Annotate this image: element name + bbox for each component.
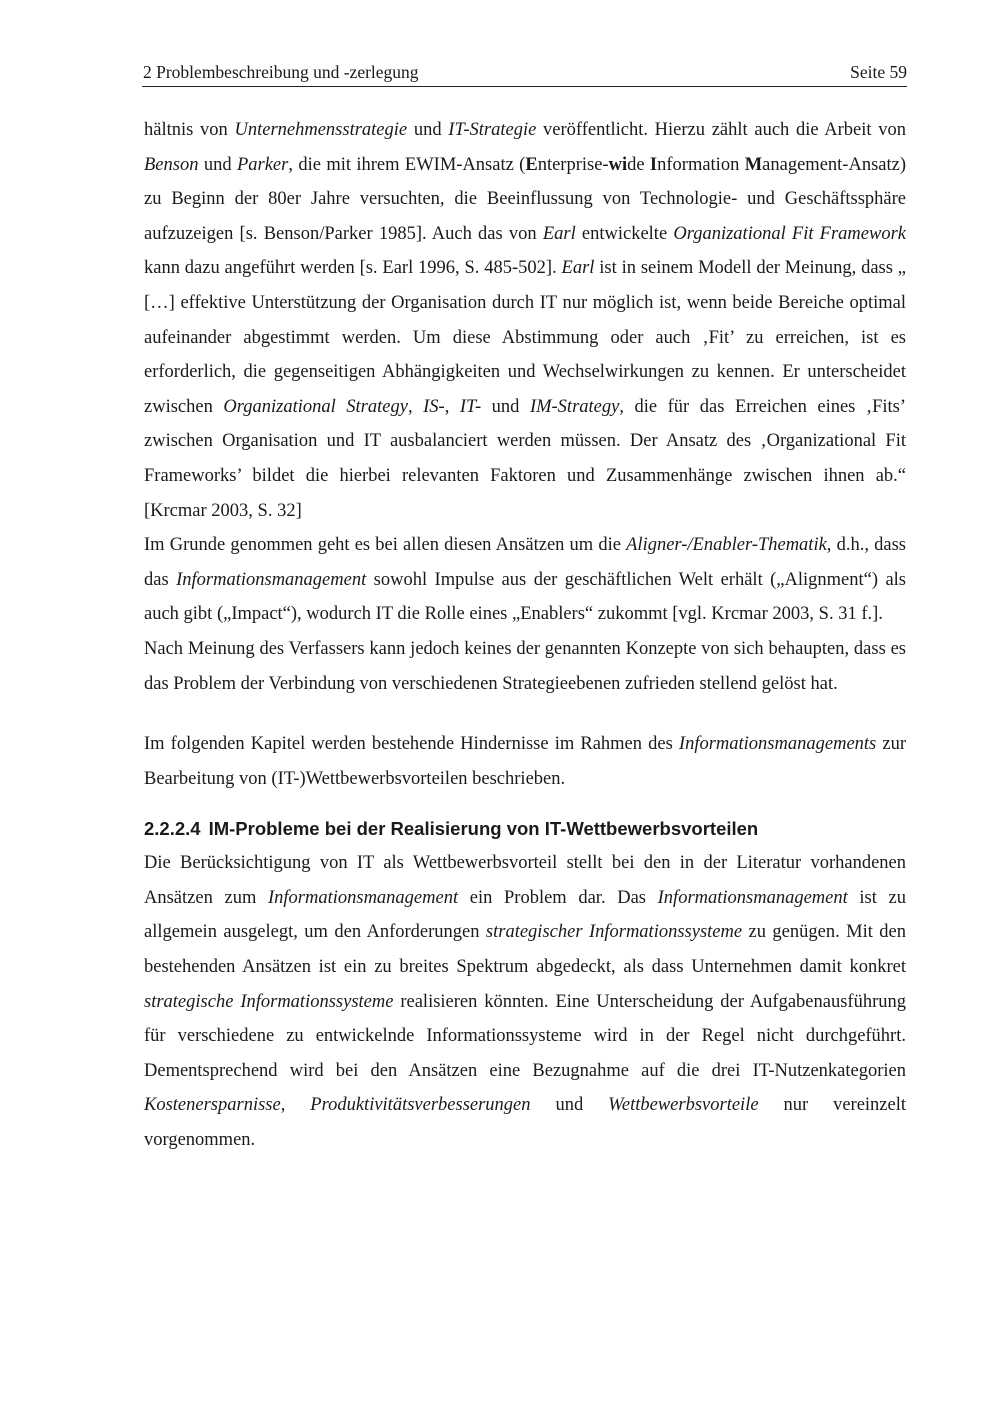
paragraph-gap: [144, 701, 906, 727]
paragraph-author-opinion: Nach Meinung des Verfassers kann jedoch keines der genannten Konzepte von sich behaupten, dass es das Problem der Verbindung von verschiedenen Strategieebenen zufrieden stellend gelöst hat.: [144, 638, 906, 694]
chapter-title: 2 Problembeschreibung und -zerlegung: [143, 62, 419, 82]
section-heading: [144, 815, 906, 843]
section-gap: [144, 796, 906, 815]
page-header: [142, 60, 907, 87]
page-body: [144, 113, 906, 1158]
paragraph-im-problems: Die Berücksichtigung von IT als Wettbewerbsvorteil stellt bei den in der Literatur vorhandenen Ansätzen zum Informationsmanagement ein Problem dar. Das Informationsmanagement ist zu allgemein ausgelegt, um den Anforderungen strategischer Informationssysteme zu genügen. Mit den bestehenden Ansätzen ist ein zu breites Spektrum abgedeckt, als dass Unternehmen damit konkret strategische Informationssysteme realisieren könnten. Eine Unterscheidung der Aufgabenausführung für verschiedene zu entwickelnde Informationssysteme wird in der Regel nicht durchgeführt. Dementsprechend wird bei den Ansätzen eine Bezugnahme auf die drei IT-Nutzenkategorien Kostenersparnisse, Produktivitätsverbesserungen und Wettbewerbsvorteile nur vereinzelt vorgenommen.: [144, 853, 907, 1151]
section-number: 2.2.2.4: [144, 818, 201, 840]
paragraph-ewim-fit: hältnis von Unternehmensstrategie und IT-Strategie veröffentlicht. Hierzu zählt auch die Arbeit von Benson und Parker, die mit ihrem EWIM-Ansatz (Enterprise-wide Information Management-Ansatz) zu Beginn der 80er Jahre versuchten, die Beeinflussung von Technologie- und Geschäftssphäre aufzuzeigen [s. Benson/Parker 1985]. Auch das von Earl entwickelte Organizational Fit Framework kann dazu angeführt werden [s. Earl 1996, S. 485-502]. Earl ist in seinem Modell der Meinung, dass „ […] effektive Unterstützung der Organisation durch IT nur möglich ist, wenn beide Bereiche optimal aufeinander abgestimmt werden. Um diese Abstimmung oder auch ‚Fit’ zu erreichen, ist es erforderlich, die gegenseitigen Abhängigkeiten und Wechselwirkungen zu kennen. Er unterscheidet zwischen Organizational Strategy, IS-, IT- und IM-Strategy, die für das Erreichen eines ‚Fits’ zwischen Organisation und IT ausbalanciert werden müssen. Der Ansatz des ‚Organizational Fit Frameworks’ bildet die hierbei relevanten Faktoren und Zusammenhänge zwischen ihnen ab.“ [Krcmar 2003, S. 32]: [144, 120, 907, 521]
page-number: Seite 59: [850, 62, 907, 82]
paragraph-aligner-enabler: Im Grunde genommen geht es bei allen diesen Ansätzen um die Aligner-/Enabler-Thematik, d.h., dass das Informationsmanagement sowohl Impulse aus der geschäftlichen Welt erhält („Alignment“) als auch gibt („Impact“), wodurch IT die Rolle eines „Enablers“ zukommt [vgl. Krcmar 2003, S. 31 f.].: [144, 535, 907, 625]
paragraph-next-chapter: Im folgenden Kapitel werden bestehende Hindernisse im Rahmen des Informationsmanagements zur Bearbeitung von (IT-)Wettbewerbsvorteilen beschrieben.: [144, 734, 906, 789]
section-title: IM-Probleme bei der Realisierung von IT-Wettbewerbsvorteilen: [208, 818, 759, 840]
